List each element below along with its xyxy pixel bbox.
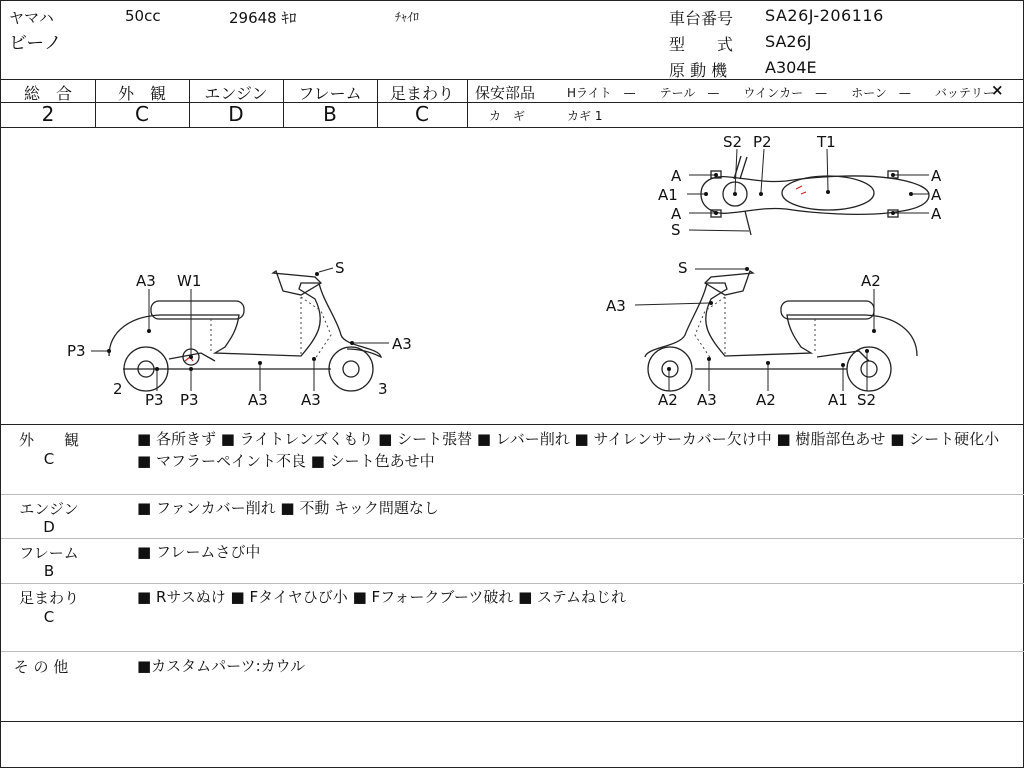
point-s-handle <box>745 267 749 271</box>
point-a-tl <box>714 173 718 177</box>
point-p2 <box>759 192 763 196</box>
point-a-tr <box>891 173 895 177</box>
type-label: 型 式 <box>669 35 734 54</box>
grade-exterior: C <box>135 102 149 126</box>
divider <box>1 102 467 103</box>
mileage: 29648 ｷﾛ <box>229 9 297 27</box>
point-a-br <box>891 211 895 215</box>
key-value: カギ 1 <box>567 109 603 123</box>
label-a3: A3 <box>392 335 412 353</box>
grade-overall: 2 <box>41 102 55 126</box>
label-s2: S2 <box>857 391 877 409</box>
label-3: 3 <box>378 380 388 398</box>
section-label-frame: フレーム <box>19 544 79 562</box>
label-p3: P3 <box>145 391 164 409</box>
maker: ヤマハ <box>9 9 54 27</box>
engine-value: A304E <box>765 58 817 77</box>
section-text-frame: ■ フレームさび中 <box>137 543 261 561</box>
divider <box>1 583 1024 584</box>
label-a: A <box>671 167 682 185</box>
safety-label: 保安部品 <box>475 84 536 102</box>
section-text-exterior: ■ 各所きず ■ ライトレンズくもり ■ シート張替 ■ レバー削れ ■ サイレンサーカバー欠け中 ■ 樹脂部色あせ ■ シート硬化小 ■ マフラーペイント不良 ■ シート色あせ中 <box>137 430 1000 470</box>
label-a2: A2 <box>861 272 881 290</box>
point-a2-floor <box>766 361 770 365</box>
label-2: 2 <box>113 380 123 398</box>
label-a3: A3 <box>136 272 156 290</box>
label-a3: A3 <box>606 297 626 315</box>
label-p2: P2 <box>753 133 772 151</box>
point-a3-front <box>707 357 711 361</box>
point-a-bl <box>714 211 718 215</box>
divider <box>189 79 190 127</box>
section-grade-engine: D <box>43 518 55 536</box>
divider <box>1 494 1024 495</box>
point-p3-rear <box>107 349 111 353</box>
frame-no: SA26J-206116 <box>765 6 884 25</box>
damage-mark <box>796 186 806 194</box>
label-a3: A3 <box>301 391 321 409</box>
grade-label-exterior: 外 観 <box>117 84 166 103</box>
point-s2-top <box>733 192 737 196</box>
grade-frame: B <box>323 102 337 126</box>
point-w1 <box>189 355 193 359</box>
label-a: A <box>931 205 942 223</box>
right-view-panel-lines <box>695 297 815 359</box>
label-s: S <box>678 259 688 277</box>
grade-label-suspension: 足まわり <box>389 84 454 103</box>
label-a2: A2 <box>756 391 776 409</box>
point-a1-muffler <box>841 363 845 367</box>
section-grade-frame: B <box>43 562 55 580</box>
grade-suspension: C <box>415 102 429 126</box>
section-label-engine: エンジン <box>19 500 79 518</box>
grade-label-engine: エンジン <box>204 84 268 103</box>
point-s-handle <box>315 272 319 276</box>
engine-label: 原 動 機 <box>669 61 728 80</box>
point-p3-wheel <box>155 367 159 371</box>
grade-engine: D <box>228 102 244 126</box>
divider <box>1 721 1024 722</box>
left-view-panel-lines <box>211 297 331 359</box>
point-a3-floor <box>258 361 262 365</box>
divider <box>467 79 468 127</box>
divider <box>1 79 1024 80</box>
point-a3-cover <box>709 301 713 305</box>
section-label-other: そ の 他 <box>13 658 69 676</box>
point-a-mr <box>909 192 913 196</box>
model-name: ビーノ <box>9 33 62 54</box>
label-s: S <box>335 259 345 277</box>
grade-label-frame: フレーム <box>298 84 362 103</box>
label-a: A <box>931 167 942 185</box>
label-a3: A3 <box>248 391 268 409</box>
label-w1: W1 <box>177 272 202 290</box>
divider <box>95 79 96 127</box>
section-label-exterior: 外 観 <box>18 431 79 449</box>
section-text-other: ■カスタムパーツ:カウル <box>137 657 306 675</box>
divider <box>377 79 378 127</box>
damage-diagram <box>1 128 1024 424</box>
label-t1: T1 <box>817 133 836 151</box>
grade-label-overall: 総 合 <box>23 84 72 103</box>
label-a: A <box>671 205 682 223</box>
point-a3-front <box>312 357 316 361</box>
point-a3-fender <box>350 341 354 345</box>
label-a1: A1 <box>658 186 678 204</box>
label-a1: A1 <box>828 391 848 409</box>
point-a2-wheel <box>667 367 671 371</box>
section-label-suspension: 足まわり <box>18 589 79 607</box>
key-label: カ ギ <box>489 109 526 123</box>
displacement: 50cc <box>125 7 161 25</box>
label-a: A <box>931 186 942 204</box>
section-text-engine: ■ ファンカバー削れ ■ 不動 キック問題なし <box>137 499 439 517</box>
divider <box>1 538 1024 539</box>
label-s: S <box>671 221 681 239</box>
label-p3: P3 <box>180 391 199 409</box>
point-a1-top <box>704 192 708 196</box>
label-a2: A2 <box>658 391 678 409</box>
point-t1 <box>826 190 830 194</box>
battery-mark: × <box>991 81 1004 99</box>
divider <box>1 424 1024 425</box>
point-a3-seat <box>147 329 151 333</box>
point-p3-lower <box>189 367 193 371</box>
divider <box>467 102 1024 103</box>
section-grade-suspension: C <box>43 608 55 626</box>
label-p3: P3 <box>67 342 86 360</box>
label-a3: A3 <box>697 391 717 409</box>
frame-no-label: 車台番号 <box>669 9 734 28</box>
divider <box>283 79 284 127</box>
point-a2-seat <box>872 329 876 333</box>
section-text-suspension: ■ Rサスぬけ ■ Fタイヤひび小 ■ Fフォークブーツ破れ ■ ステムねじれ <box>137 588 626 606</box>
color: ﾁｬｲﾛ <box>395 10 420 24</box>
point-s2-shock <box>865 349 869 353</box>
section-grade-exterior: C <box>43 450 55 468</box>
label-s2: S2 <box>723 133 743 151</box>
divider <box>1 651 1024 652</box>
safety-items: Hライト — テール — ウインカー — ホーン — バッテリー <box>567 86 995 100</box>
type-value: SA26J <box>765 32 812 51</box>
